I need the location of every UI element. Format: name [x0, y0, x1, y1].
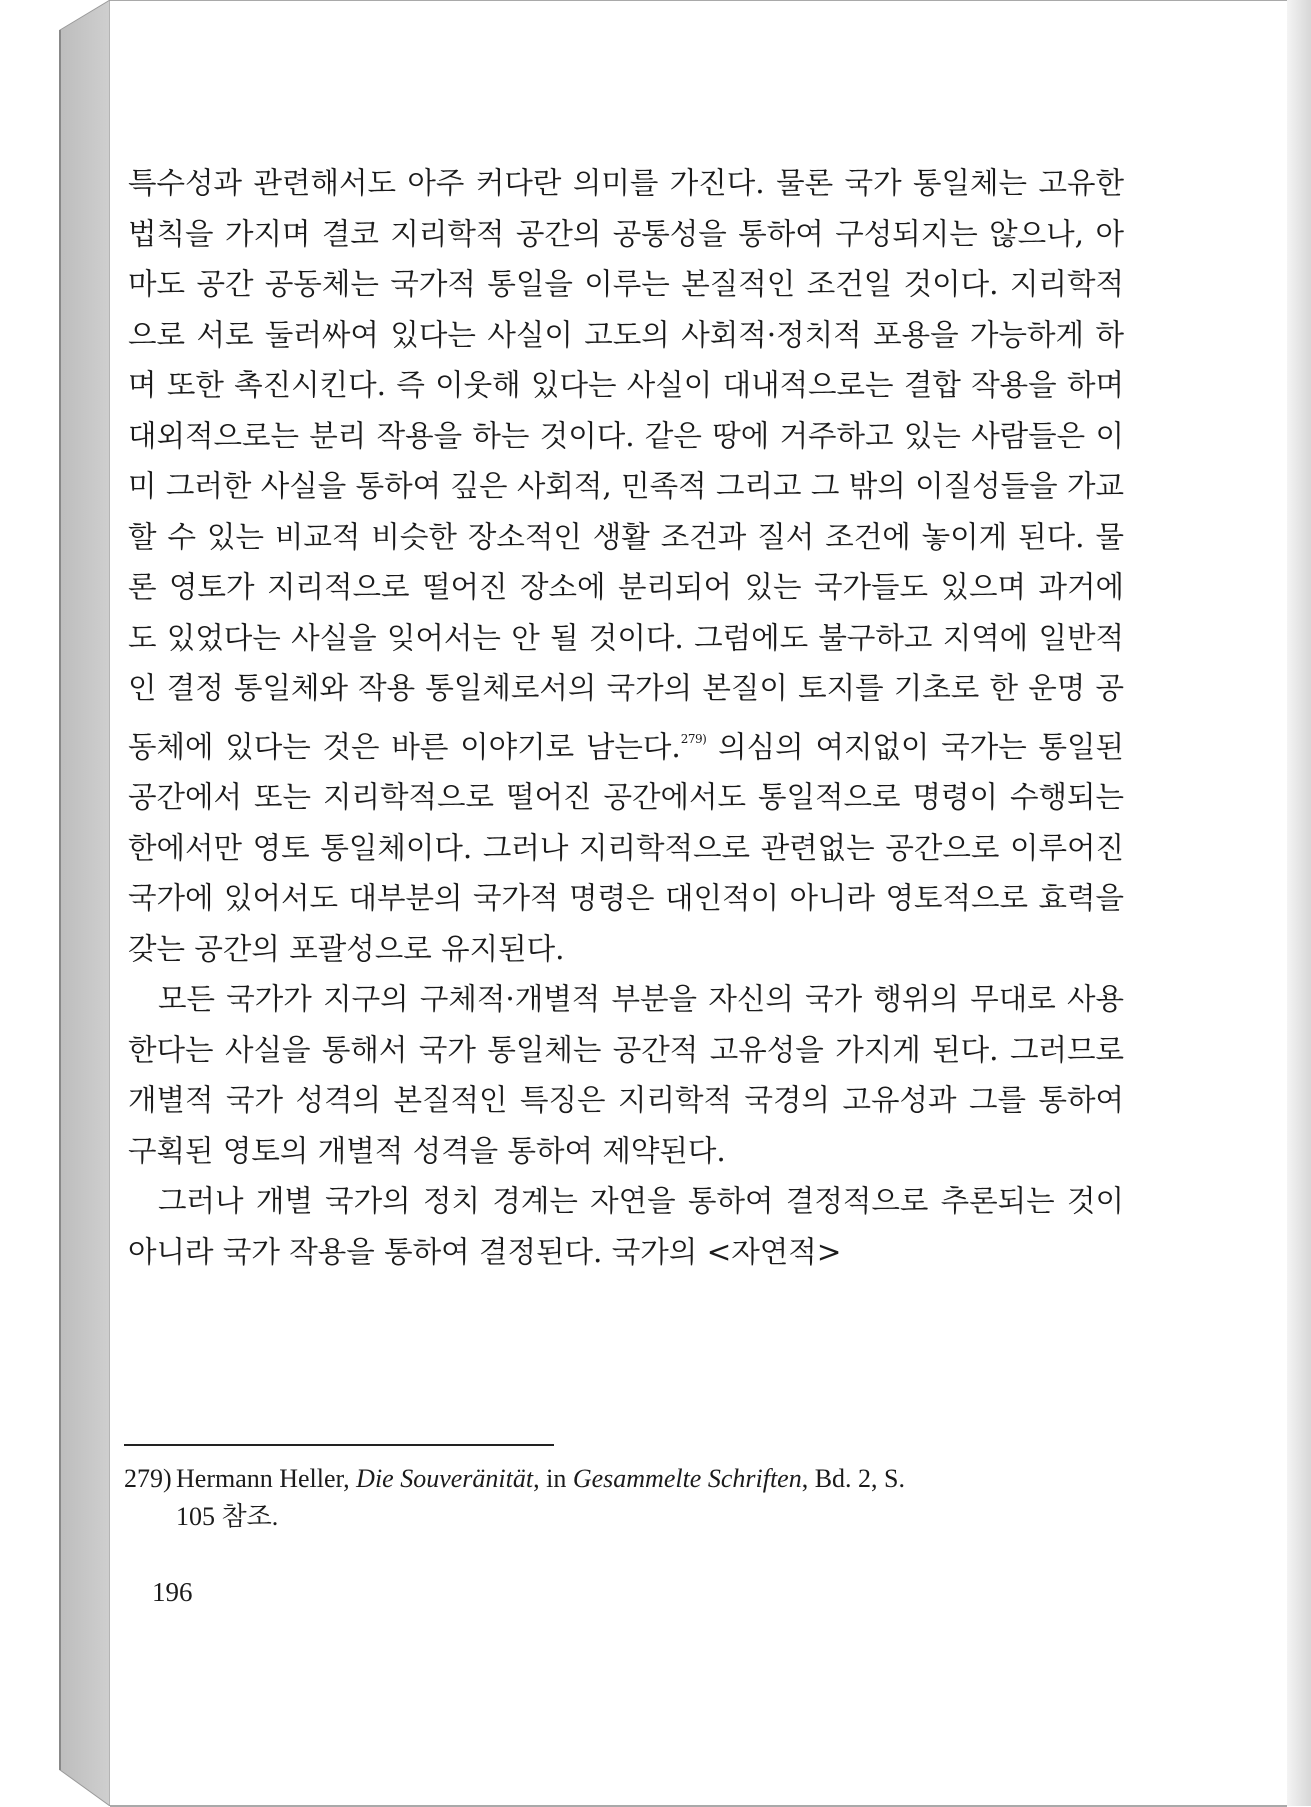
footnote-tail: , Bd. 2, S. [801, 1464, 906, 1493]
footnote-divider [124, 1444, 554, 1446]
paragraph-1-text: 특수성과 관련해서도 아주 커다란 의미를 가진다. 물론 국가 통일체는 고유한 법칙을 가지며 결코 지리학적 공간의 공통성을 통하여 구성되지는 않으나, 아마도 공간 공동체는 국가적 통일을 이루는 본질적인 조건일 것이다. 지리학적으로 서로 둘러싸여 있다는 사실이 고도의 사회적·정치적 포용을 가능하게 하며 또한 촉진시킨다. 즉 이웃해 있다는 사실이 대내적으로는 결합 작용을 하며 대외적으로는 분리 작용을 하는 것이다. 같은 땅에 거주하고 있는 사람들은 이미 그러한 사실을 통하여 깊은 사회적, 민족적 그리고 그 밖의 이질성들을 가교할 수 있는 비교적 비슷한 장소적인 생활 조건과 질서 조건에 놓이게 된다. 물론 영토가 지리적으로 떨어진 장소에 분리되어 있는 국가들도 있으며 과거에도 있었다는 사실을 잊어서는 안 될 것이다. 그럼에도 불구하고 지역에 일반적인 결정 통일체와 작용 통일체로서의 국가의 본질이 토지를 기초로 한 운명 공동체에 있다는 것은 바른 이야기로 남는다. [128, 166, 1124, 764]
paragraph-2: 모든 국가가 지구의 구체적·개별적 부분을 자신의 국가 행위의 무대로 사용한다는 사실을 통해서 국가 통일체는 공간적 고유성을 가지게 된다. 그러므로 개별적 국가 성격의 본질적인 특징은 지리학적 국경의 고유성과 그를 통하여 구획된 영토의 개별적 성격을 통하여 제약된다. [128, 982, 1124, 1168]
footnote-number: 279) [124, 1464, 172, 1493]
paragraph-1 [128, 158, 1124, 974]
main-text [128, 158, 1124, 1277]
footnote-mid: , in [533, 1464, 573, 1493]
page-number: 196 [152, 1577, 193, 1607]
footnote [124, 1460, 1124, 1536]
paragraph-3: 그러나 개별 국가의 정치 경계는 자연을 통하여 결정적으로 추론되는 것이 아니라 국가 작용을 통하여 결정된다. 국가의 <자연적> [128, 1184, 1124, 1269]
footnote-title-2: Gesammelte Schriften [572, 1464, 802, 1493]
footnote-reference: 279) [680, 731, 707, 746]
footnote-line-1 [124, 1460, 1124, 1498]
footnote-author: Hermann Heller, [176, 1464, 357, 1493]
footnote-title-1: Die Souveränität [356, 1464, 534, 1493]
page-edge-shadow [1287, 0, 1311, 1806]
paragraph-1-continuation: 의심의 여지없이 국가는 통일된 공간에서 또는 지리학적으로 떨어진 공간에서도 통일적으로 명령이 수행되는 한에서만 영토 통일체이다. 그러나 지리학적으로 관련없는 공간으로 이루어진 국가에 있어서도 대부분의 국가적 명령은 대인적이 아니라 영토적으로 효력을 갖는 공간의 포괄성으로 유지된다. [128, 729, 1124, 966]
footnote-line-2: 105 참조. [176, 1502, 279, 1531]
